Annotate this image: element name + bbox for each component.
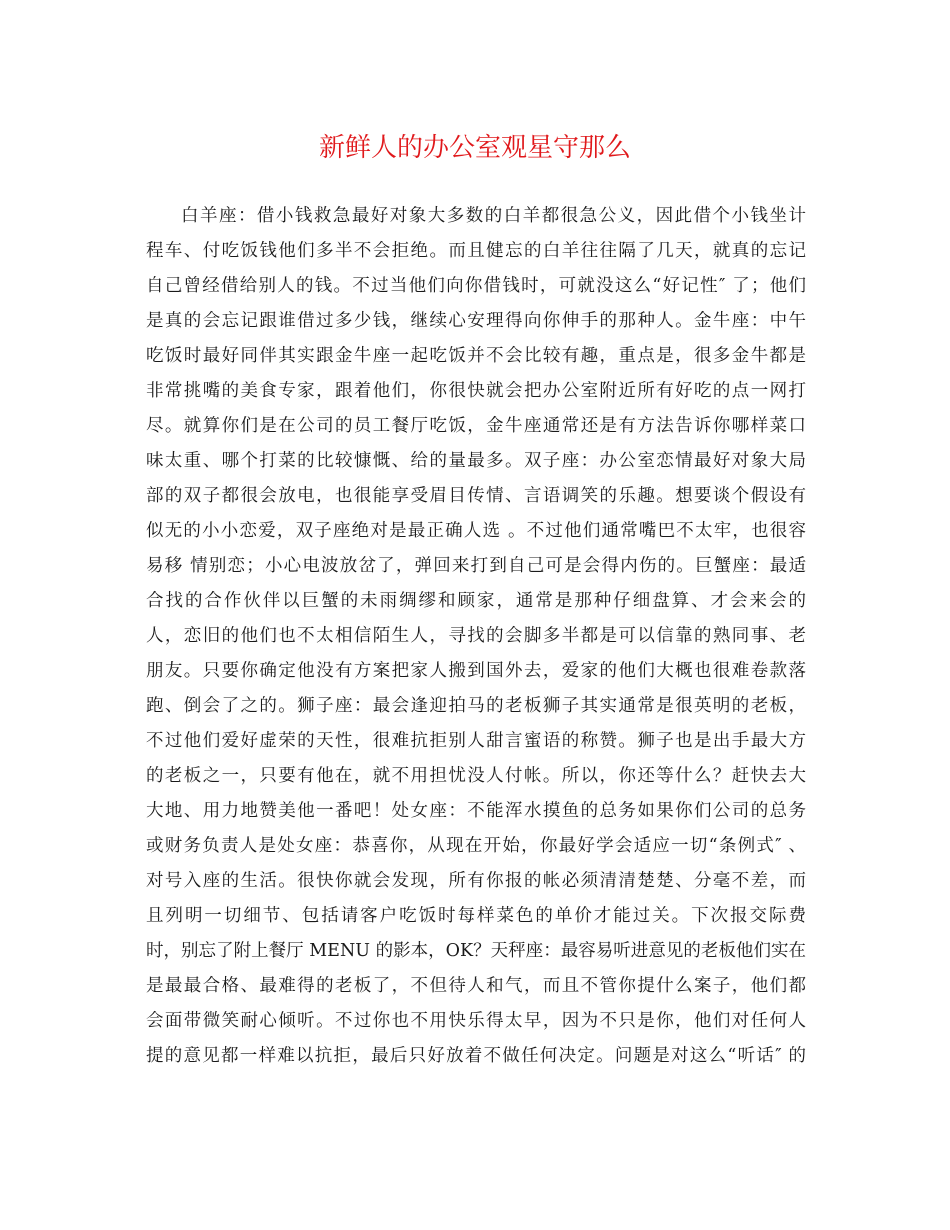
body-line: 是真的会忘记跟谁借过多少钱，继续心安理得向你伸手的那种人。金牛座：中午	[146, 311, 806, 331]
body-line: 不过他们爱好虚荣的天性，很难抗拒别人甜言蜜语的称赞。狮子也是出手最大方	[146, 731, 806, 751]
body-line: 尽。就算你们是在公司的员工餐厅吃饭，金牛座通常还是有方法告诉你哪样菜口	[146, 416, 806, 436]
body-line: 似无的小小恋爱，双子座绝对是最正确人选 。不过他们通常嘴巴不太牢，也很容	[146, 521, 806, 541]
body-line: 吃饭时最好同伴其实跟金牛座一起吃饭并不会比较有趣，重点是，很多金牛都是	[146, 346, 806, 366]
body-line: 会面带微笑耐心倾听。不过你也不用快乐得太早，因为不只是你，他们对任何人	[146, 1011, 806, 1031]
document-body	[146, 199, 806, 1074]
body-line: 对号入座的生活。很快你就会发现，所有你报的帐必须清清楚楚、分毫不差，而	[146, 871, 806, 891]
body-line: 易移 情别恋；小心电波放岔了，弹回来打到自己可是会得内伤的。巨蟹座：最适	[146, 556, 806, 576]
document-title: 新鲜人的办公室观星守那么	[318, 133, 631, 163]
body-line: 合找的合作伙伴以巨蟹的未雨绸缪和顾家，通常是那种仔细盘算、才会来会的	[146, 591, 806, 611]
body-line: 程车、付吃饭钱他们多半不会拒绝。而且健忘的白羊往往隔了几天，就真的忘记	[146, 241, 806, 261]
body-line: 部的双子都很会放电，也很能享受眉目传情、言语调笑的乐趣。想要谈个假设有	[146, 486, 806, 506]
body-line: 时，别忘了附上餐厅 MENU 的影本，OK？天秤座：最容易听进意见的老板他们实在	[146, 941, 806, 961]
body-line: 味太重、哪个打菜的比较慷慨、给的量最多。双子座：办公室恋情最好对象大局	[146, 451, 806, 471]
body-line: 人，恋旧的他们也不太相信陌生人，寻找的会脚多半都是可以信靠的熟同事、老	[146, 626, 806, 646]
body-line: 非常挑嘴的美食专家，跟着他们，你很快就会把办公室附近所有好吃的点一网打	[146, 381, 806, 401]
body-line: 朋友。只要你确定他没有方案把家人搬到国外去，爱家的他们大概也很难卷款落	[146, 661, 806, 681]
body-line: 提的意见都一样难以抗拒，最后只好放着不做任何决定。问题是对这么“听话″ 的	[146, 1046, 806, 1066]
body-line: 的老板之一，只要有他在，就不用担忧没人付帐。所以，你还等什么？赶快去大	[146, 766, 806, 786]
body-line: 是最最合格、最难得的老板了，不但待人和气，而且不管你提什么案子，他们都	[146, 976, 806, 996]
body-line: 且列明一切细节、包括请客户吃饭时每样菜色的单价才能过关。下次报交际费	[146, 906, 806, 926]
body-line: 大地、用力地赞美他一番吧！处女座：不能浑水摸鱼的总务如果你们公司的总务	[146, 801, 806, 821]
body-line: 白羊座：借小钱救急最好对象大多数的白羊都很急公义，因此借个小钱坐计	[181, 206, 806, 226]
body-line: 跑、倒会了之的。狮子座：最会逢迎拍马的老板狮子其实通常是很英明的老板，	[146, 696, 806, 716]
body-line: 或财务负责人是处女座：恭喜你，从现在开始，你最好学会适应一切“条例式″ 、	[146, 836, 806, 856]
body-line: 自己曾经借给别人的钱。不过当他们向你借钱时，可就没这么“好记性″ 了；他们	[146, 276, 806, 296]
